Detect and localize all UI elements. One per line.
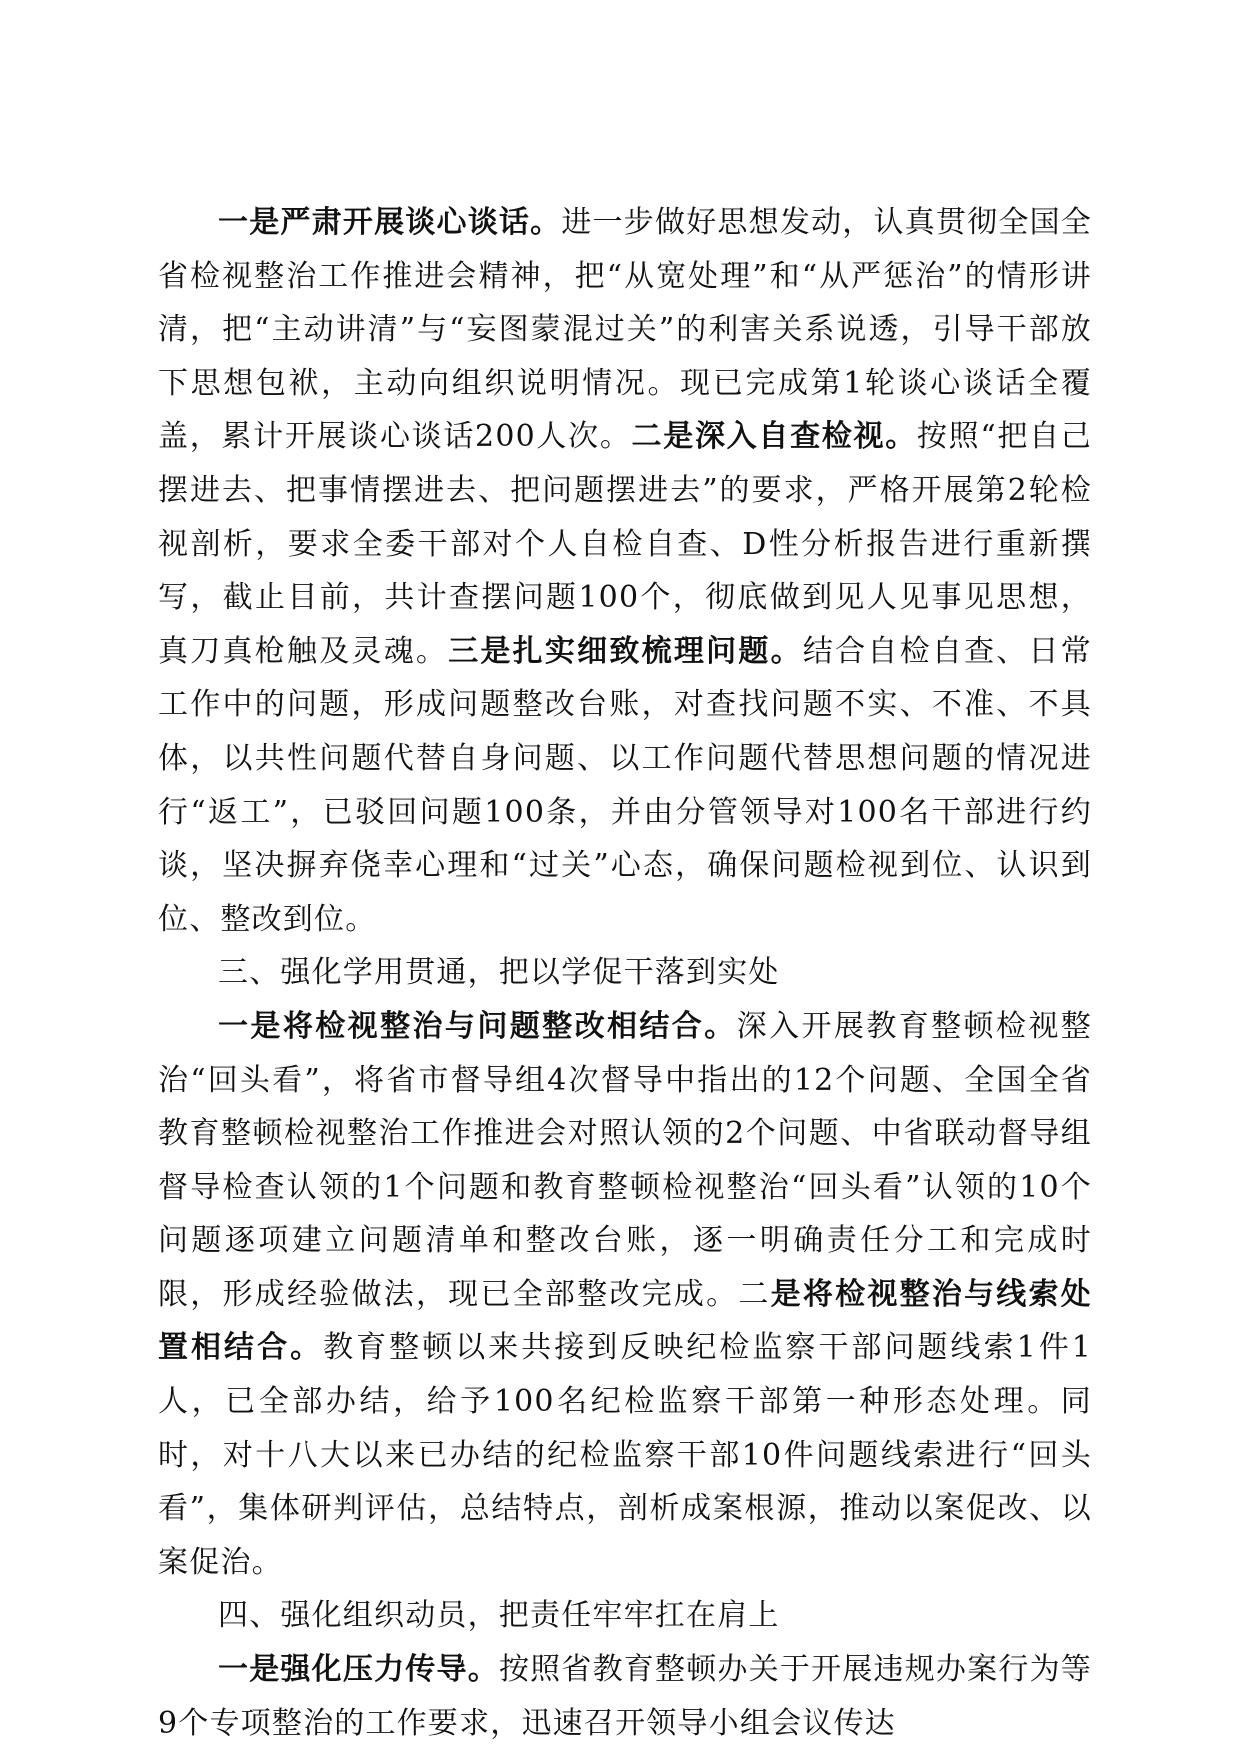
paragraph-rectification (158, 1000, 1092, 1590)
lead-sort-issues: 三是扎实细致梳理问题。 (448, 633, 803, 669)
lead-rectification: 一是将检视整治与问题整改相结合。 (218, 1008, 737, 1044)
body-self-inspection: 按照“把自己摆进去、把事情摆进去、把问题摆进去”的要求，严格开展第2轮检视剖析，要求全委干部对个人自检自查、D性分析报告进行重新撰写，截止目前，共计查摆问题100个，彻底做到见人见事见思想，真刀真枪触及灵魂。 (158, 419, 1092, 669)
paragraph-talks-selfcheck-issues (158, 196, 1092, 946)
lead-serious-talks: 一是严肃开展谈心谈话。 (218, 205, 562, 240)
lead-self-inspection: 二是深入自查检视。 (631, 419, 917, 455)
body-pressure: 按照省教育整顿办关于开展违规办案行为等9个专项整治的工作要求，迅速召开领导小组会议传达 (158, 1652, 1092, 1741)
body-rectification: 深入开展教育整顿检视整治“回头看”，将省市督导组4次督导中指出的12个问题、全国全省教育整顿检视整治工作推进会对照认领的2个问题、中省联动督导组督导检查认领的1个问题和教育整顿检视整治“回头看”认领的10个问题逐项建立问题清单和整改台账，逐一明确责任分工和完成时限，形成经验做法，现已全部整改完成。二 (158, 1008, 1093, 1312)
body-sort-issues: 结合自检自查、日常工作中的问题，形成问题整改台账，对查找问题不实、不准、不具体，以共性问题代替自身问题、以工作问题代替思想问题的情况进行“返工”，已驳回问题100条，并由分管领导对100名干部进行约谈，坚决摒弃侥幸心理和“过关”心态，确保问题检视到位、认识到位、整改到位。 (158, 633, 1092, 937)
section-heading-four: 四、强化组织动员，把责任牢牢扛在肩上 (218, 1598, 780, 1634)
body-serious-talks: 进一步做好思想发动，认真贯彻全国全省检视整治工作推进会精神，把“从宽处理”和“从严惩治”的情形讲清，把“主动讲清”与“妄图蒙混过关”的利害关系说透，引导干部放下思想包袱，主动向组织说明情况。现已完成第1轮谈心谈话全覆盖，累计开展谈心谈话200人次。 (158, 205, 1092, 455)
section-heading-three: 三、强化学用贯通，把以学促干落到实处 (218, 955, 780, 991)
document-page (158, 196, 1092, 1750)
body-clue-handling: 教育整顿以来共接到反映纪检监察干部问题线索1件1人，已全部办结，给予100名纪检监察干部第一种形态处理。同时，对十八大以来已办结的纪检监察干部10件问题线索进行“回头看”，集体研判评估，总结特点，剖析成案根源，推动以案促改、以案促治。 (158, 1330, 1093, 1580)
paragraph-pressure (158, 1643, 1092, 1750)
lead-pressure: 一是强化压力传导。 (218, 1652, 499, 1688)
lead-clue-handling: 是将检视整治与线索处置相结合。 (158, 1276, 1092, 1366)
